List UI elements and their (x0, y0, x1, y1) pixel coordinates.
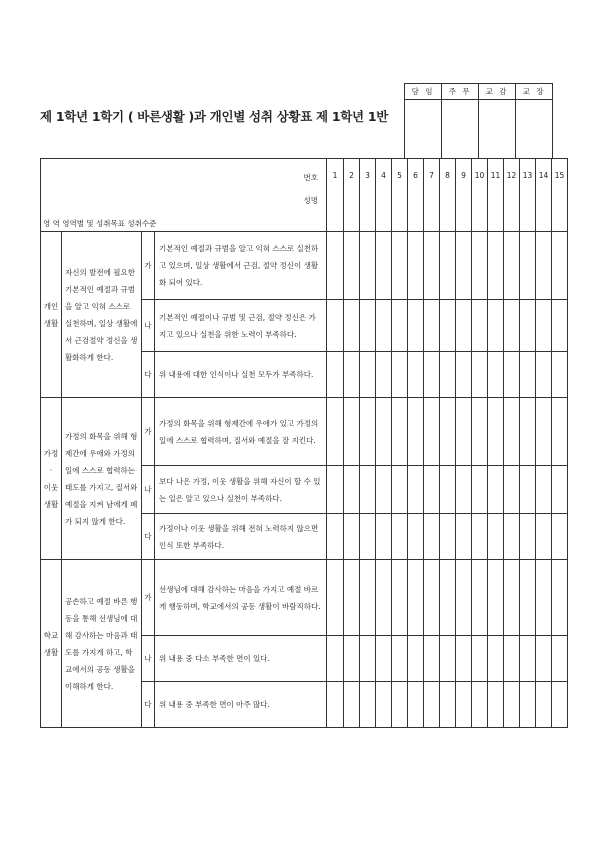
student-mark-cell[interactable] (327, 466, 344, 514)
student-mark-cell[interactable] (344, 232, 360, 300)
student-number-header: 11 (488, 159, 504, 232)
student-mark-cell[interactable] (344, 682, 360, 728)
student-mark-cell[interactable] (424, 352, 440, 398)
student-mark-cell[interactable] (327, 232, 344, 300)
student-mark-cell[interactable] (520, 560, 536, 636)
level-description: 기본적인 예절이나 규범 및 근검, 절약 정신은 가지고 있으나 실천을 위한 노력이 부족하다. (155, 300, 327, 352)
student-mark-cell[interactable] (504, 352, 520, 398)
student-mark-cell[interactable] (408, 466, 424, 514)
grade-label: 나 (142, 466, 155, 514)
signature-label-chief: 주 무 (442, 84, 479, 100)
student-mark-cell[interactable] (520, 398, 536, 466)
student-mark-cell[interactable] (552, 232, 568, 300)
student-mark-cell[interactable] (552, 636, 568, 682)
student-mark-cell[interactable] (424, 232, 440, 300)
student-mark-cell[interactable] (344, 466, 360, 514)
student-mark-cell[interactable] (408, 300, 424, 352)
student-number-header: 6 (408, 159, 424, 232)
achievement-table (40, 158, 568, 728)
student-mark-cell[interactable] (552, 560, 568, 636)
student-number-header: 9 (456, 159, 472, 232)
student-mark-cell[interactable] (440, 466, 456, 514)
student-mark-cell[interactable] (424, 636, 440, 682)
student-mark-cell[interactable] (536, 352, 552, 398)
student-mark-cell[interactable] (424, 682, 440, 728)
student-mark-cell[interactable] (504, 466, 520, 514)
student-mark-cell[interactable] (440, 560, 456, 636)
student-mark-cell[interactable] (536, 560, 552, 636)
student-mark-cell[interactable] (392, 636, 408, 682)
student-mark-cell[interactable] (472, 636, 488, 682)
criteria-sub-label: 영역별 및 성취목표 성취수준 (62, 219, 157, 228)
student-mark-cell[interactable] (424, 514, 440, 560)
student-mark-cell[interactable] (344, 300, 360, 352)
student-mark-cell[interactable] (456, 636, 472, 682)
student-mark-cell[interactable] (344, 398, 360, 466)
student-mark-cell[interactable] (472, 682, 488, 728)
student-mark-cell[interactable] (456, 232, 472, 300)
student-mark-cell[interactable] (472, 466, 488, 514)
student-mark-cell[interactable] (344, 636, 360, 682)
student-number-header: 7 (424, 159, 440, 232)
student-mark-cell[interactable] (520, 466, 536, 514)
student-mark-cell[interactable] (536, 466, 552, 514)
header-label-cell (41, 159, 327, 232)
grade-label: 나 (142, 300, 155, 352)
grade-label: 다 (142, 682, 155, 728)
student-number-header: 13 (520, 159, 536, 232)
student-number-header: 8 (440, 159, 456, 232)
student-mark-cell[interactable] (327, 352, 344, 398)
signature-box-principal[interactable] (516, 100, 553, 159)
student-mark-cell[interactable] (376, 682, 392, 728)
student-mark-cell[interactable] (360, 300, 376, 352)
student-mark-cell[interactable] (536, 232, 552, 300)
student-mark-cell[interactable] (360, 560, 376, 636)
student-mark-cell[interactable] (327, 300, 344, 352)
student-number-header: 10 (472, 159, 488, 232)
approval-signature-table (404, 83, 553, 159)
student-mark-cell[interactable] (456, 398, 472, 466)
student-mark-cell[interactable] (520, 636, 536, 682)
student-mark-cell[interactable] (520, 300, 536, 352)
student-mark-cell[interactable] (504, 560, 520, 636)
student-mark-cell[interactable] (376, 398, 392, 466)
student-mark-cell[interactable] (392, 232, 408, 300)
student-mark-cell[interactable] (472, 300, 488, 352)
student-mark-cell[interactable] (456, 466, 472, 514)
student-mark-cell[interactable] (472, 398, 488, 466)
student-mark-cell[interactable] (408, 398, 424, 466)
student-mark-cell[interactable] (360, 682, 376, 728)
student-mark-cell[interactable] (520, 682, 536, 728)
criteria-area-label: 영 역 (43, 219, 60, 228)
student-mark-cell[interactable] (408, 560, 424, 636)
student-mark-cell[interactable] (504, 398, 520, 466)
student-number-header: 15 (552, 159, 568, 232)
student-mark-cell[interactable] (536, 514, 552, 560)
student-mark-cell[interactable] (488, 514, 504, 560)
student-mark-cell[interactable] (327, 514, 344, 560)
student-mark-cell[interactable] (456, 682, 472, 728)
student-mark-cell[interactable] (327, 682, 344, 728)
student-number-header: 4 (376, 159, 392, 232)
student-mark-cell[interactable] (327, 636, 344, 682)
student-mark-cell[interactable] (472, 560, 488, 636)
level-description: 가정이나 이웃 생활을 위해 전혀 노력하지 않으면 인식 또한 부족하다. (155, 514, 327, 560)
student-mark-cell[interactable] (408, 514, 424, 560)
student-mark-cell[interactable] (327, 560, 344, 636)
student-mark-cell[interactable] (440, 636, 456, 682)
student-mark-cell[interactable] (552, 398, 568, 466)
student-mark-cell[interactable] (392, 466, 408, 514)
page-title: 제 1학년 1학기 ( 바른생활 )과 개인별 성취 상황표 제 1학년 1반 (40, 109, 389, 124)
level-description: 기본적인 예절과 규범을 알고 익혀 스스로 실천하고 있으며, 일상 생활에서 근검, 절약 정신이 생활화 되어 있다. (155, 232, 327, 300)
student-mark-cell[interactable] (488, 682, 504, 728)
student-mark-cell[interactable] (488, 352, 504, 398)
grade-label: 다 (142, 352, 155, 398)
student-mark-cell[interactable] (552, 300, 568, 352)
student-mark-cell[interactable] (376, 352, 392, 398)
student-mark-cell[interactable] (536, 300, 552, 352)
area-name: 학교 생활 (41, 560, 62, 728)
student-mark-cell[interactable] (344, 352, 360, 398)
student-mark-cell[interactable] (360, 514, 376, 560)
student-mark-cell[interactable] (488, 300, 504, 352)
student-mark-cell[interactable] (424, 466, 440, 514)
level-description: 선생님에 대해 감사하는 마음을 가지고 예절 바르게 행동하며, 학교에서의 공동 생활이 바람직하다. (155, 560, 327, 636)
student-mark-cell[interactable] (392, 398, 408, 466)
student-mark-cell[interactable] (552, 352, 568, 398)
grade-label: 다 (142, 514, 155, 560)
student-mark-cell[interactable] (376, 300, 392, 352)
student-mark-cell[interactable] (456, 300, 472, 352)
student-mark-cell[interactable] (488, 232, 504, 300)
student-mark-cell[interactable] (360, 352, 376, 398)
area-goal: 자신의 발전에 필요한 기본적인 예절과 규범을 알고 익혀 스스로 실천하며, 일상 생활에서 근검절약 정신을 생활화하게 한다. (62, 232, 142, 398)
student-mark-cell[interactable] (488, 636, 504, 682)
level-description: 가정의 화목을 위해 형제간에 우애가 있고 가정의 일에 스스로 협력하며, 질서와 예절을 잘 지킨다. (155, 398, 327, 466)
student-mark-cell[interactable] (504, 514, 520, 560)
student-number-header: 5 (392, 159, 408, 232)
student-mark-cell[interactable] (552, 514, 568, 560)
grade-label: 가 (142, 398, 155, 466)
area-name: 개인 생활 (41, 232, 62, 398)
student-mark-cell[interactable] (360, 398, 376, 466)
grade-label: 가 (142, 560, 155, 636)
student-mark-cell[interactable] (376, 232, 392, 300)
level-description: 위 내용에 대한 인식이나 실천 모두가 부족하다. (155, 352, 327, 398)
student-number-header: 14 (536, 159, 552, 232)
area-goal: 공손하고 예절 바른 행동을 통해 선생님에 대해 감사하는 마음과 태도를 가지게 하고, 학교에서의 공동 생활을 이해하게 한다. (62, 560, 142, 728)
student-mark-cell[interactable] (520, 352, 536, 398)
signature-label-homeroom: 담 임 (405, 84, 442, 100)
header-row (41, 159, 568, 232)
student-mark-cell[interactable] (536, 636, 552, 682)
student-mark-cell[interactable] (504, 232, 520, 300)
number-label: 번호 (303, 173, 318, 182)
student-mark-cell[interactable] (552, 466, 568, 514)
student-mark-cell[interactable] (376, 466, 392, 514)
level-row (41, 560, 568, 636)
student-mark-cell[interactable] (504, 682, 520, 728)
grade-label: 나 (142, 636, 155, 682)
level-row (41, 232, 568, 300)
student-mark-cell[interactable] (360, 232, 376, 300)
signature-box-homeroom[interactable] (405, 100, 442, 159)
student-mark-cell[interactable] (344, 560, 360, 636)
student-mark-cell[interactable] (456, 514, 472, 560)
student-mark-cell[interactable] (392, 514, 408, 560)
student-mark-cell[interactable] (424, 398, 440, 466)
student-mark-cell[interactable] (504, 636, 520, 682)
student-mark-cell[interactable] (376, 514, 392, 560)
student-mark-cell[interactable] (327, 398, 344, 466)
student-mark-cell[interactable] (360, 466, 376, 514)
student-mark-cell[interactable] (488, 398, 504, 466)
student-mark-cell[interactable] (440, 300, 456, 352)
criteria-label (43, 215, 156, 232)
student-mark-cell[interactable] (408, 232, 424, 300)
student-mark-cell[interactable] (472, 514, 488, 560)
student-mark-cell[interactable] (472, 232, 488, 300)
student-number-header: 12 (504, 159, 520, 232)
student-mark-cell[interactable] (520, 232, 536, 300)
signature-label-principal: 교 장 (516, 84, 553, 100)
signature-box-vice-principal[interactable] (479, 100, 516, 159)
student-mark-cell[interactable] (504, 300, 520, 352)
student-mark-cell[interactable] (408, 682, 424, 728)
area-name: 가정 · 이웃 생활 (41, 398, 62, 560)
student-mark-cell[interactable] (472, 352, 488, 398)
student-mark-cell[interactable] (408, 636, 424, 682)
student-mark-cell[interactable] (520, 514, 536, 560)
student-mark-cell[interactable] (392, 300, 408, 352)
student-number-header: 2 (344, 159, 360, 232)
name-label: 성명 (303, 196, 318, 205)
student-mark-cell[interactable] (376, 560, 392, 636)
level-row (41, 398, 568, 466)
signature-label-vice-principal: 교 감 (479, 84, 516, 100)
student-mark-cell[interactable] (424, 300, 440, 352)
student-number-header: 3 (360, 159, 376, 232)
area-goal: 가정의 화목을 위해 형제간에 우애와 가정의 일에 스스로 협력하는 태도를 가지고, 질서와 예절을 지켜 남에게 폐가 되지 않게 한다. (62, 398, 142, 560)
student-mark-cell[interactable] (488, 560, 504, 636)
student-mark-cell[interactable] (376, 636, 392, 682)
student-mark-cell[interactable] (424, 560, 440, 636)
student-mark-cell[interactable] (536, 398, 552, 466)
student-mark-cell[interactable] (392, 560, 408, 636)
level-description: 보다 나은 가정, 이웃 생활을 위해 자신이 할 수 있는 일은 알고 있으나 실천이 부족하다. (155, 466, 327, 514)
student-mark-cell[interactable] (392, 352, 408, 398)
signature-box-chief[interactable] (442, 100, 479, 159)
level-description: 위 내용 중 다소 부족한 면이 있다. (155, 636, 327, 682)
student-mark-cell[interactable] (360, 636, 376, 682)
grade-label: 가 (142, 232, 155, 300)
student-mark-cell[interactable] (408, 352, 424, 398)
student-mark-cell[interactable] (552, 682, 568, 728)
student-mark-cell[interactable] (440, 682, 456, 728)
student-mark-cell[interactable] (440, 352, 456, 398)
student-mark-cell[interactable] (392, 682, 408, 728)
student-mark-cell[interactable] (440, 398, 456, 466)
student-mark-cell[interactable] (536, 682, 552, 728)
student-mark-cell[interactable] (440, 232, 456, 300)
level-description: 위 내용 중 부족한 면이 아주 많다. (155, 682, 327, 728)
student-mark-cell[interactable] (344, 514, 360, 560)
student-mark-cell[interactable] (488, 466, 504, 514)
student-mark-cell[interactable] (456, 560, 472, 636)
student-number-header: 1 (327, 159, 344, 232)
student-mark-cell[interactable] (440, 514, 456, 560)
student-mark-cell[interactable] (456, 352, 472, 398)
